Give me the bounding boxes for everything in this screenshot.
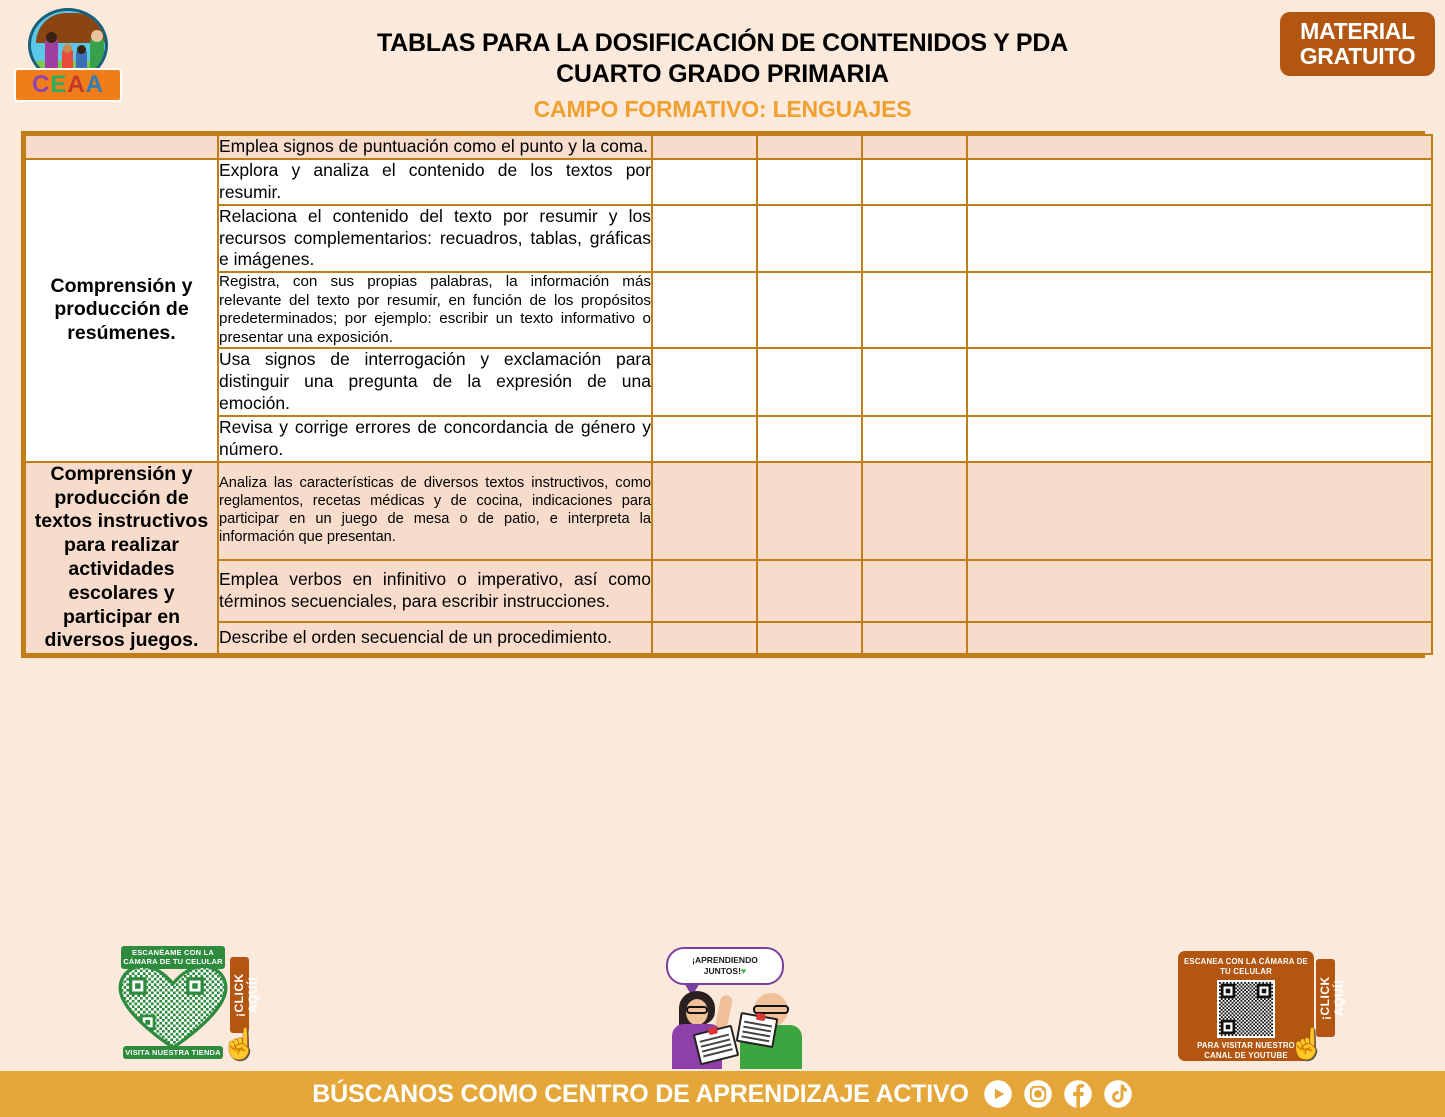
periodo-cell-2[interactable] [757, 416, 862, 462]
badge-line-1: MATERIAL [1300, 17, 1415, 44]
table-row [25, 159, 1432, 205]
person-left-glasses-icon [686, 1006, 708, 1014]
pda-cell: Describe el orden secuencial de un procedimiento. [218, 622, 652, 654]
logo-letter-a1: A [67, 71, 86, 98]
aprendiendo-juntos-illustration [648, 945, 823, 1069]
campo-formativo-label: CAMPO FORMATIVO: LENGUAJES [533, 95, 912, 122]
clipboard-clip-left [708, 1026, 718, 1035]
periodo-cell-2[interactable] [757, 622, 862, 654]
logo-letter-c: C [31, 71, 51, 98]
periodo-cell-1[interactable] [652, 462, 757, 561]
observaciones-cell[interactable] [967, 462, 1432, 561]
periodo-cell-1[interactable] [652, 416, 757, 462]
observaciones-cell[interactable] [967, 205, 1432, 273]
pda-cell: Usa signos de interrogación y exclamación para distinguir una pregunta de la expresión de una emoción. [218, 348, 652, 416]
observaciones-cell[interactable] [967, 159, 1432, 205]
periodo-cell-2[interactable] [757, 348, 862, 416]
footer-zone [0, 943, 1445, 1073]
table-row [25, 272, 1432, 348]
facebook-icon[interactable] [1063, 1079, 1093, 1109]
title-block [0, 28, 1445, 123]
qr-tienda-top-label: ESCANÉAME CON LA CÁMARA DE TU CELULAR [121, 946, 225, 969]
social-icons [983, 1079, 1133, 1109]
table-row [25, 622, 1432, 654]
pda-cell: Emplea signos de puntuación como el punto y la coma. [218, 135, 652, 159]
qr-heart-icon[interactable] [111, 964, 235, 1052]
badge-line-2: GRATUITO [1299, 43, 1416, 69]
page-title: TABLAS PARA LA DOSIFICACIÓN DE CONTENIDOS Y PDA [376, 29, 1069, 57]
periodo-cell-3[interactable] [862, 348, 967, 416]
periodo-cell-3[interactable] [862, 462, 967, 561]
category-cell: Comprensión y producción de textos instructivos para realizar actividades escolares y participar en diversos juegos. [25, 462, 218, 654]
table-row [25, 462, 1432, 561]
instagram-icon[interactable] [1023, 1079, 1053, 1109]
periodo-cell-3[interactable] [862, 135, 967, 159]
pointer-hand-icon: ☝ [221, 1028, 259, 1061]
periodo-cell-3[interactable] [862, 159, 967, 205]
pda-cell: Explora y analiza el contenido de los textos por resumir. [218, 159, 652, 205]
periodo-cell-3[interactable] [862, 622, 967, 654]
clipboard-clip-right [755, 1013, 765, 1021]
bottom-social-bar [0, 1071, 1445, 1117]
qr-youtube-code-icon[interactable] [1217, 980, 1275, 1038]
periodo-cell-2[interactable] [757, 135, 862, 159]
table-row [25, 205, 1432, 273]
periodo-cell-2[interactable] [757, 462, 862, 561]
table-row [25, 416, 1432, 462]
periodo-cell-1[interactable] [652, 135, 757, 159]
click-aqui-tienda-button[interactable]: ¡CLICK AQUÍ! [230, 957, 249, 1033]
qr-youtube-bottom-label: PARA VISITAR NUESTRO CANAL DE YOUTUBE [1197, 1041, 1295, 1061]
periodo-cell-3[interactable] [862, 560, 967, 622]
observaciones-cell[interactable] [967, 272, 1432, 348]
bubble-line-1: ¡APRENDIENDO [692, 955, 758, 966]
observaciones-cell[interactable] [967, 622, 1432, 654]
clipboard-lines-left [700, 1034, 730, 1043]
qr-tienda-block[interactable] [103, 945, 263, 1069]
pda-cell: Relaciona el contenido del texto por resumir y los recursos complementarios: recuadros, tablas, gráficas e imágenes. [218, 205, 652, 273]
periodo-cell-3[interactable] [862, 205, 967, 273]
clipboard-right [736, 1012, 779, 1048]
clipboard-lines-right [744, 1021, 772, 1028]
periodo-cell-1[interactable] [652, 622, 757, 654]
click-aqui-youtube-button[interactable]: ¡CLICK AQUÍ! [1316, 959, 1335, 1037]
observaciones-cell[interactable] [967, 416, 1432, 462]
youtube-icon[interactable] [983, 1079, 1013, 1109]
pointer-hand-icon-right: ☝ [1288, 1028, 1326, 1061]
observaciones-cell[interactable] [967, 348, 1432, 416]
logo-letter-e: E [50, 71, 68, 98]
logo-letter-a2: A [85, 71, 105, 98]
periodo-cell-2[interactable] [757, 560, 862, 622]
page-subtitle: CUARTO GRADO PRIMARIA [556, 60, 889, 89]
qr-youtube-block[interactable] [1178, 945, 1346, 1069]
dosificacion-table [24, 134, 1433, 655]
pda-cell: Registra, con sus propias palabras, la información más relevante del texto por resumir, en función de los propósitos predeterminados; por ejemplo: escribir un texto informativo o presentar una exposición. [218, 272, 652, 348]
material-gratuito-badge [1280, 12, 1435, 76]
periodo-cell-1[interactable] [652, 272, 757, 348]
observaciones-cell[interactable] [967, 135, 1432, 159]
pda-cell: Analiza las características de diversos textos instructivos, como reglamentos, recetas médicas y de cocina, indicaciones para participar en un juego de mesa o de patio, e interpreta la información que presentan. [218, 462, 652, 561]
page-header [0, 0, 1445, 128]
periodo-cell-3[interactable] [862, 416, 967, 462]
qr-youtube-top-label: ESCANEA CON LA CÁMARA DE TU CELULAR [1184, 957, 1308, 977]
periodo-cell-3[interactable] [862, 272, 967, 348]
periodo-cell-1[interactable] [652, 159, 757, 205]
periodo-cell-1[interactable] [652, 560, 757, 622]
category-cell: Comprensión y producción de resúmenes. [25, 159, 218, 462]
heart-icon: ♥ [740, 965, 747, 976]
bubble-line-2: JUNTOS! [703, 965, 741, 976]
dosificacion-table-wrapper [21, 131, 1425, 658]
qr-tienda-bottom-label: VISITA NUESTRA TIENDA [123, 1046, 223, 1059]
observaciones-cell[interactable] [967, 560, 1432, 622]
pda-cell: Emplea verbos en infinitivo o imperativo, así como términos secuenciales, para escribir instrucciones. [218, 560, 652, 622]
table-row [25, 560, 1432, 622]
tiktok-icon[interactable] [1103, 1079, 1133, 1109]
speech-bubble [666, 947, 784, 985]
pda-cell: Revisa y corrige errores de concordancia de género y número. [218, 416, 652, 462]
bottom-bar-text: BÚSCANOS COMO CENTRO DE APRENDIZAJE ACTIVO [312, 1079, 969, 1108]
periodo-cell-2[interactable] [757, 159, 862, 205]
table-row [25, 348, 1432, 416]
category-cell-empty [25, 135, 218, 159]
periodo-cell-2[interactable] [757, 205, 862, 273]
periodo-cell-1[interactable] [652, 205, 757, 273]
periodo-cell-1[interactable] [652, 348, 757, 416]
periodo-cell-2[interactable] [757, 272, 862, 348]
table-row [25, 135, 1432, 159]
